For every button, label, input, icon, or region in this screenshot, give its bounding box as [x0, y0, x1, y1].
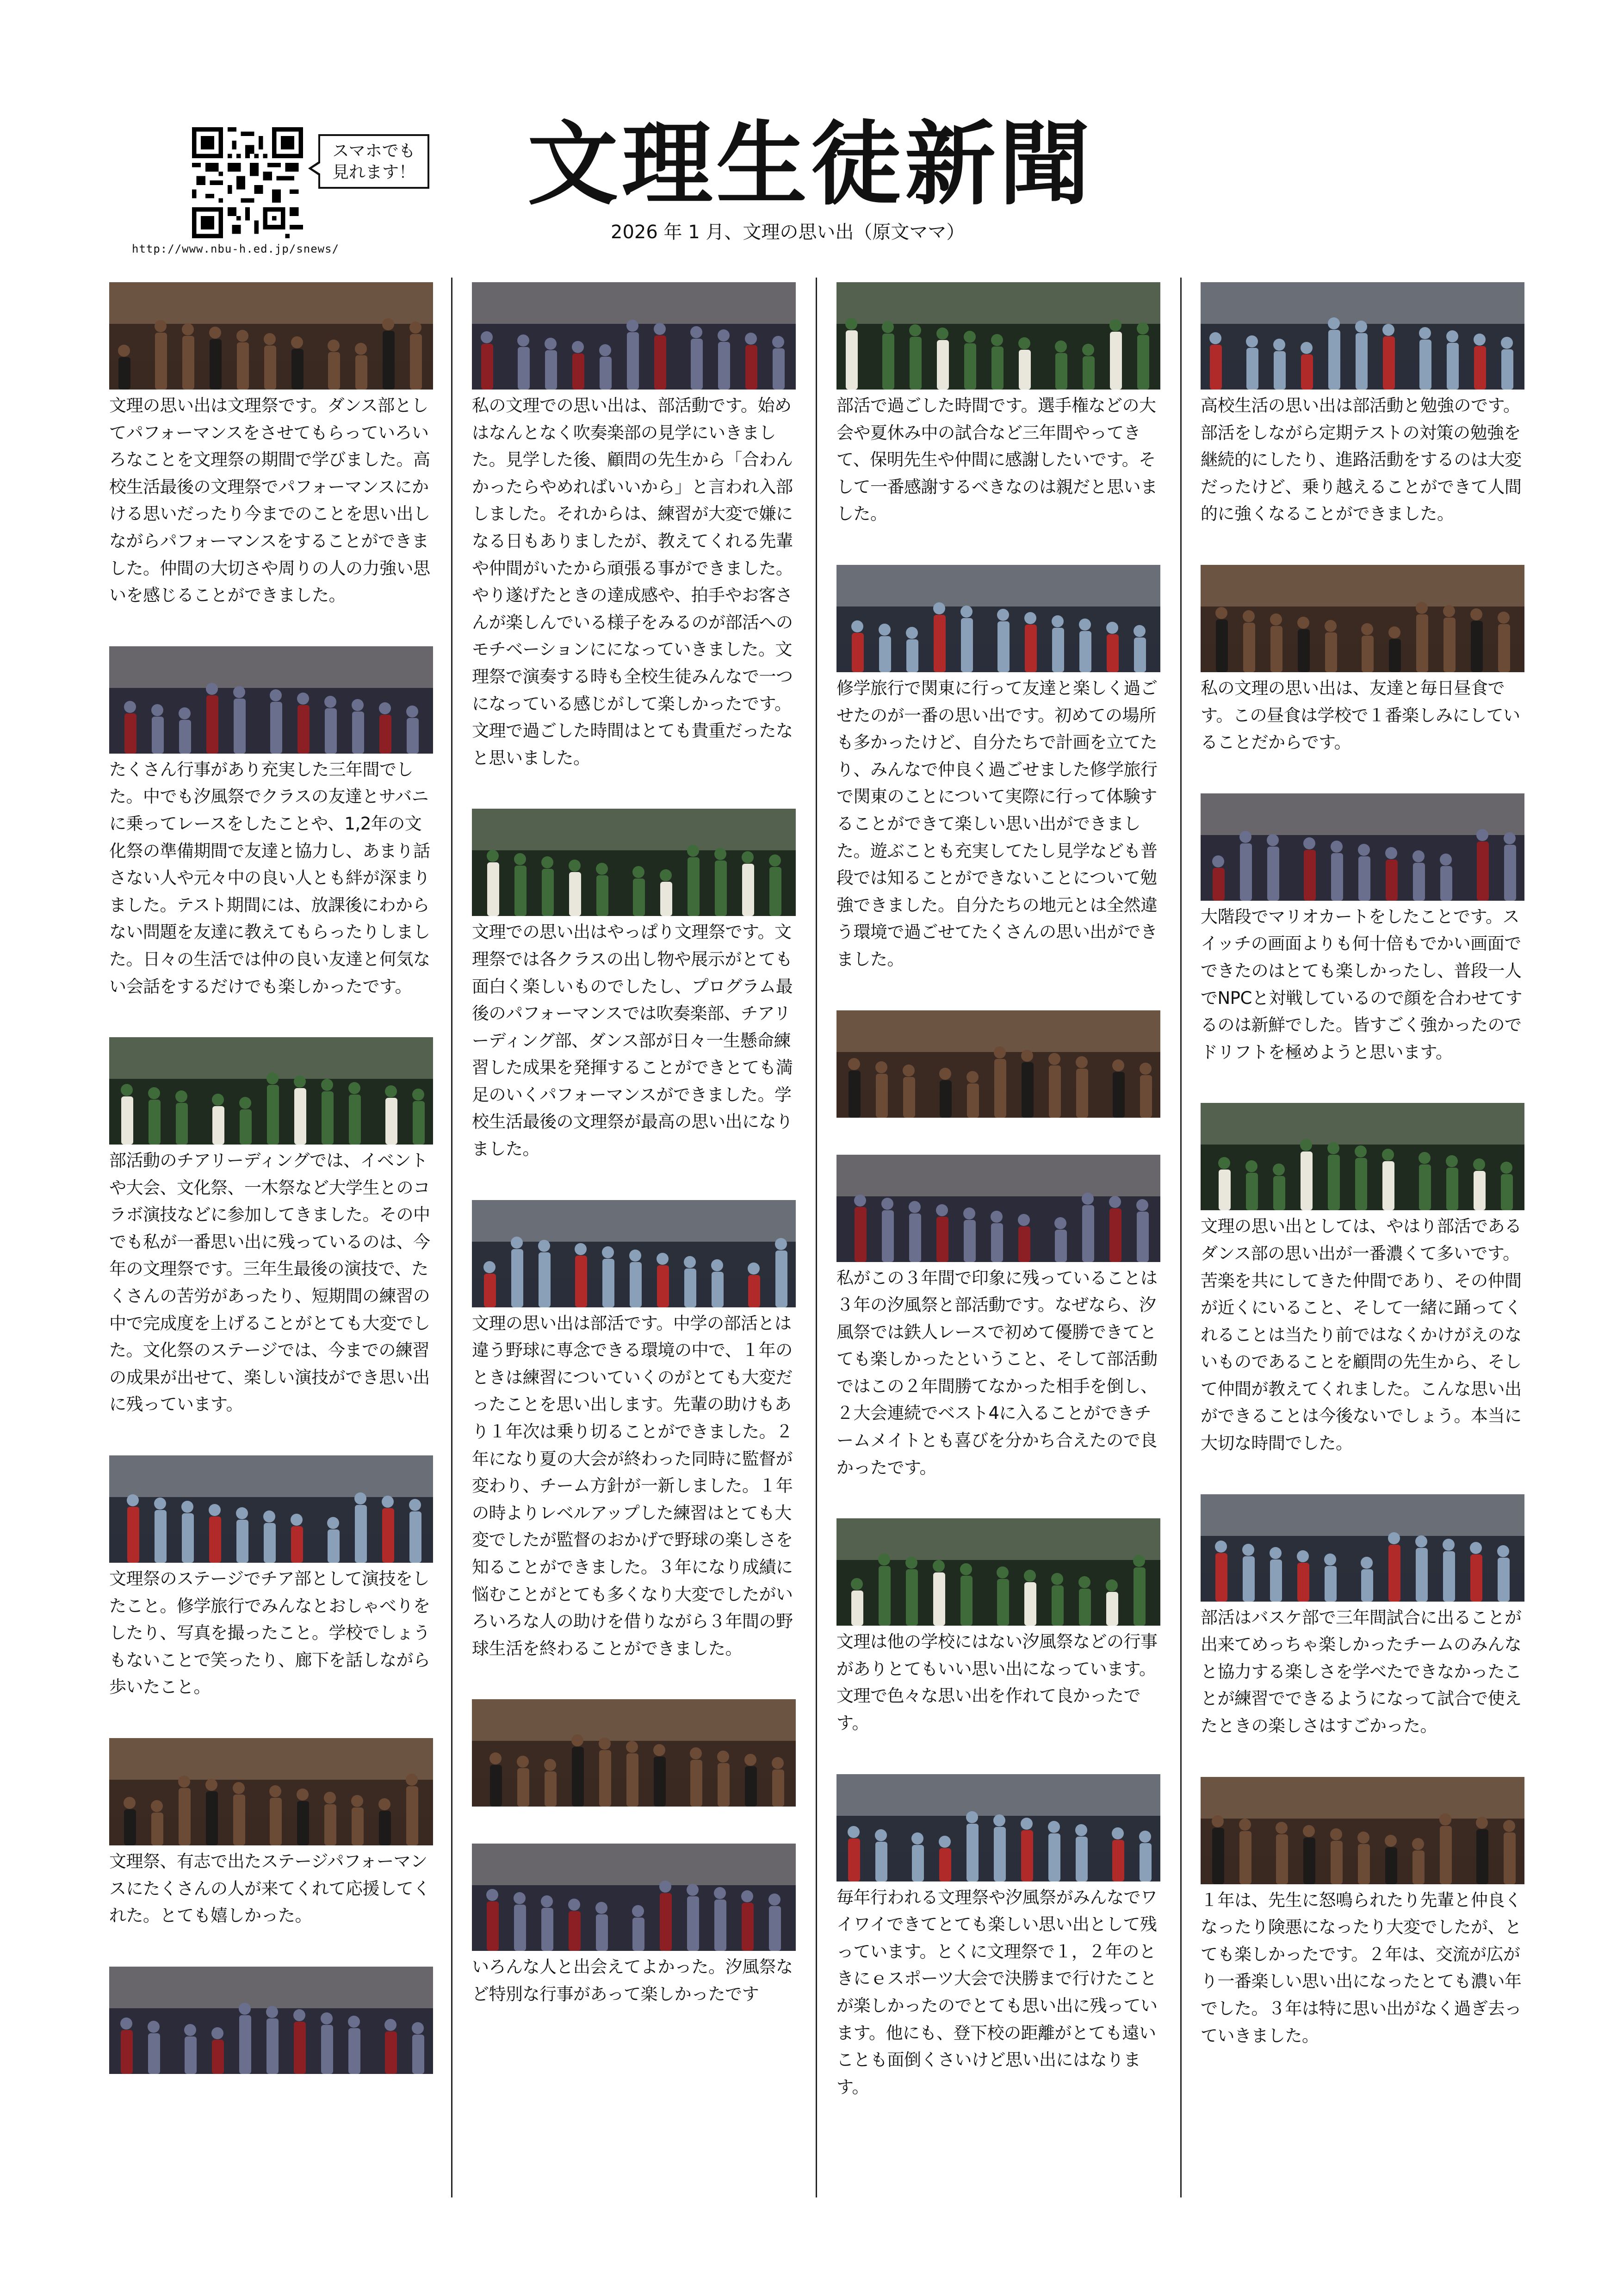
article-column-4: [1201, 282, 1524, 2086]
article-text: 私の文理の思い出は、友達と毎日昼食です。この昼食は学校で１番楽しみにしていることだからです。: [1201, 678, 1520, 753]
article: [472, 809, 796, 1163]
soccer-team-photo: [836, 282, 1160, 390]
article-text: 文理の思い出は文理祭です。ダンス部としてパフォーマンスをさせてもらっていろいろなことを文理祭の期間で学びました。高校生活最後の文理祭でパフォーマンスにかける思いだったり今までのことを思い出しながらパフォーマンスをすることができました。仲間の大切さや周りの人の力強い思いを感じることができました。: [109, 396, 430, 606]
article: [472, 1844, 796, 2008]
red-team-stage-photo: [109, 1738, 433, 1845]
article-text: 修学旅行で関東に行って友達と楽しく過ごせたのが一番の思い出です。初めての場所も多かったけど、自分たちで計画を立てたり、みんなで仲良く過ごせました修学旅行で関東のことについて実際に行って体験することができて楽しい思い出ができました。遊ぶことも充実してたし見学なども普段では知ることができないことについて勉強できました。自分たちの地元とは全然違う環境で過ごせてたくさんの思い出ができました。: [836, 678, 1158, 969]
newspaper-subtitle: 2026 年 1 月、文理の思い出（原文ママ）: [611, 222, 965, 243]
article: [1201, 565, 1524, 756]
article-column-1: [109, 282, 433, 2111]
article: [109, 1455, 433, 1701]
graduation-boys-photo: [1201, 793, 1524, 901]
friends-selfie-photo: [472, 1844, 796, 1951]
article-text: 文理祭のステージでチア部として演技をしたこと。修学旅行でみんなとおしゃべりをしたり、写真を撮ったこと。学校でしょうもないことで笑ったり、廊下を話しながら歩いたこと。: [109, 1569, 430, 1697]
basketball-team-photo: [1201, 1494, 1524, 1602]
article: [472, 282, 796, 772]
article-text: 私の文理での思い出は、部活動です。始めはなんとなく吹奏楽部の見学にいきました。見学した後、顧問の先生から「合わんかったらやめればいいから」と言われ入部しました。それからは、練習が大変で嫌になる日もありましたが、教えてくれる先輩や仲間がいたから頑張る事ができました。やり遂げたときの達成感や、拍手やお客さんが楽しんでいる様子をみるのが部活へのモチベーションにになっていきました。文理祭で演奏する時も全校生徒みんなで一つになっている感じがして楽しかったです。文理で過ごした時間はとても貴重だったなと思いました。: [472, 396, 793, 768]
harbor-group-photo: [836, 1155, 1160, 1262]
article-text: 文理での思い出はやっぱり文理祭です。文理祭では各クラスの出し物や展示がとても面白く楽しいものでしたし、プログラム最後のパフォーマンスでは吹奏楽部、チアリーディング部、ダンス部が日々一生懸命練習した成果を発揮することができとても満足のいくパフォーマンスができました。学校生活最後の文理祭が最高の思い出になりました。: [472, 922, 793, 1159]
article-column-2: [472, 282, 796, 2045]
article: [836, 1010, 1160, 1118]
article: [472, 1200, 796, 1663]
olympic-rings-photo: [836, 1518, 1160, 1626]
article-text: １年は、先生に怒鳴られたり先輩と仲良くなったり険悪になったり大変でしたが、とても楽しかったです。２年は、交流が広がり一番楽しい思い出になったとても濃い年でした。３年は特に思い出がなく過ぎ去っていきました。: [1201, 1890, 1522, 2046]
classmates-photo: [836, 1010, 1160, 1118]
sports-day-photo: [1201, 1103, 1524, 1210]
article-text: 部活はバスケ部で三年間試合に出ることが出来てめっちゃ楽しかったチームのみんなと協力する楽しさを学べたできなかったことが練習でできるようになって試合で使えたときの楽しさはすごかった。: [1201, 1607, 1522, 1736]
brass-band-group-photo: [472, 282, 796, 390]
article: [109, 282, 433, 609]
column-separator: [816, 278, 817, 2197]
outdoor-students-photo: [472, 1699, 796, 1807]
article: [109, 646, 433, 1000]
article-text: 大階段でマリオカートをしたことです。スイッチの画面よりも何十倍もでかい画面でできたのはとても楽しかったし、普段一人でNPCと対戦しているので顔を合わせてするのは新鮮でした。皆すごく強かったのでドリフトを極めようと思います。: [1201, 906, 1522, 1062]
article: [836, 282, 1160, 528]
article: [1201, 1777, 1524, 2050]
bubble-line-2: 見れます！: [332, 163, 415, 182]
speech-bubble: [318, 134, 429, 189]
newspaper-url[interactable]: http://www.nbu-h.ed.jp/snews/: [132, 242, 340, 255]
article-text: 文理祭、有志で出たステージパフォーマンスにたくさんの人が来てくれて応援してくれた。とても嬉しかった。: [109, 1851, 430, 1926]
article: [109, 1967, 433, 2074]
article-text: 高校生活の思い出は部活動と勉強のです。部活をしながら定期テストの対策の勉強を継続的にしたり、進路活動をするのは大変だったけど、乗り越えることができて人間的に強くなることができました。: [1201, 396, 1522, 524]
cheerleading-stage-photo: [109, 1037, 433, 1145]
bubble-line-1: スマホでも: [332, 142, 415, 161]
article: [1201, 793, 1524, 1066]
article: [472, 1699, 796, 1807]
article: [109, 1738, 433, 1930]
column-separator: [451, 278, 452, 2197]
japan-airlines-photo: [1201, 282, 1524, 390]
baseball-team-photo: [472, 1200, 796, 1307]
band-stage-photo: [109, 1967, 433, 2074]
article-column-3: [836, 282, 1160, 2138]
class-performance-photo: [472, 809, 796, 916]
article-text: 文理の思い出は部活です。中学の部活とは違う野球に専念できる環境の中で、１年のときは練習についていくのがとても大変だったことを思い出します。先輩の助けもあり１年次は乗り切ることができました。２年になり夏の大会が終わった同時に監督が変わり、チーム方針が一新しました。１年の時よりレベルアップした練習はとても大変でしたが監督のおかげで野球の楽しさを知ることができました。３年になり成績に悩むことがとても多くなり大変でしたがいろいろな人の助けを借りながら３年間の野球生活を終わることができました。: [472, 1313, 793, 1659]
stage-dance-photo: [109, 646, 433, 754]
article: [1201, 1103, 1524, 1457]
article-text: いろんな人と出会えてよかった。汐風祭など特別な行事があって楽しかったです: [472, 1957, 793, 2004]
article-text: 文理は他の学校にはない汐風祭などの行事がありとてもいい思い出になっています。文理で色々な思い出を作れて良かったです。: [836, 1632, 1158, 1733]
article: [109, 1037, 433, 1418]
helmet-group-photo: [1201, 565, 1524, 672]
article: [836, 1155, 1160, 1482]
qr-code[interactable]: [192, 127, 303, 238]
article: [836, 565, 1160, 973]
column-separator: [1180, 278, 1182, 2197]
article-text: たくさん行事があり充実した三年間でした。中でも汐風祭でクラスの友達とサバニに乗ってレースをしたことや、1,2年の文化祭の準備期間で友達と協力し、あまり話さない人や元々中の良い人とも絆が深まりました。テスト期間には、放課後にわからない問題を友達に教えてもらったりしました。日々の生活では仲の良い友達と何気ない会話をするだけでも楽しかったです。: [109, 759, 430, 996]
article: [836, 1774, 1160, 2101]
school-trip-hall-photo: [836, 565, 1160, 672]
dance-performance-photo: [109, 282, 433, 390]
article-text: 私がこの３年間で印象に残っていることは３年の汐風祭と部活動です。なぜなら、汐風祭では鉄人レースで初めて優勝できてとても楽しかったということ、そして部活動ではこの２年間勝てなかった相手を倒し、２大会連続でベスト4に入ることができチームメイトとも喜びを分かち合えたので良かったです。: [836, 1268, 1158, 1478]
article: [836, 1518, 1160, 1737]
girls-selfie-photo: [1201, 1777, 1524, 1884]
gym-audience-photo: [109, 1455, 433, 1563]
article-text: 毎年行われる文理祭や汐風祭がみんなでワイワイできてとても楽しい思い出として残っています。とくに文理祭で１，２年のときにｅスポーツ大会で決勝まで行けたことが楽しかったのでとても思い出に残っています。他にも、登下校の距離がとても遠いことも面倒くさいけど思い出にはなります。: [836, 1887, 1158, 2097]
article-text: 文理の思い出としては、やはり部活であるダンス部の思い出が一番濃くて多いです。苦楽を共にしてきた仲間であり、その仲間が近くにいること、そして一緒に踊ってくれることは当たり前ではなくかけがえのないものであることを顧問の先生から、そして仲間が教えてくれました。こんな思い出ができることは今後ないでしょう。本当に大切な時間でした。: [1201, 1216, 1522, 1454]
article: [1201, 1494, 1524, 1740]
newspaper-title: 文理生徒新聞: [527, 111, 1094, 217]
article-text: 部活で過ごした時間です。選手権などの大会や夏休み中の試合など三年間やってきて、保明先生や仲間に感謝したいです。そして一番感謝するべきなのは親だと思いました。: [836, 396, 1158, 524]
article-text: 部活動のチアリーディングでは、イベントや大会、文化祭、一木祭など大学生とのコラボ演技などに参加してきました。その中でも私が一番思い出に残っているのは、今年の文理祭です。三年生最後の演技で、たくさんの苦労があったり、短期間の練習の中で完成度を上げることがとても大変でした。文化祭のステージでは、今までの練習の成果が出せて、楽しい演技ができ思い出に残っています。: [109, 1151, 430, 1415]
article: [1201, 282, 1524, 528]
esports-group-photo: [836, 1774, 1160, 1881]
